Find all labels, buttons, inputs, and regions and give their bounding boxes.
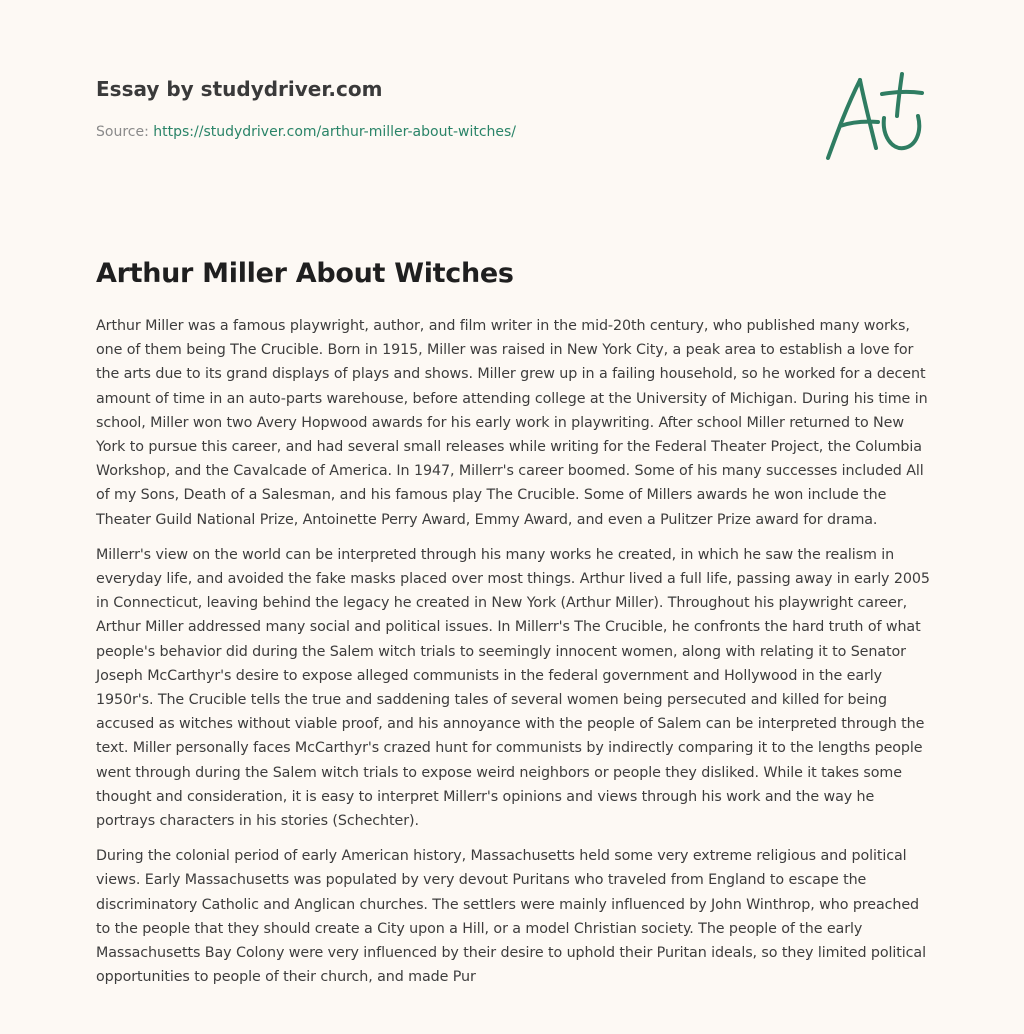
essay-title: Arthur Miller About Witches [96,258,514,289]
page-header [96,74,696,142]
source-line [96,122,696,142]
essay-paragraph: Arthur Miller was a famous playwright, author, and film writer in the mid-20th century, who published many works, one of them being The Crucible. Born in 1915, Miller was raised in New York City, a peak area to establish a love for the arts due to its grand displays of plays and shows. Miller grew up in a failing household, so he worked for a decent amount of time in an auto-parts warehouse, before attending college at the University of Michigan. During his time in school, Miller won two Avery Hopwood awards for his early work in playwriting. After school Miller returned to New York to pursue this career, and had several small releases while writing for the Federal Theater Project, the Columbia Workshop, and the Cavalcade of America. In 1947, Millerr's career boomed. Some of his many successes included All of my Sons, Death of a Salesman, and his famous play The Crucible. Some of Millers awards he won include the Theater Guild National Prize, Antoinette Perry Award, Emmy Award, and even a Pulitzer Prize award for drama. [96,318,928,528]
essay-body [96,314,932,1000]
a-plus-logo-icon [818,66,930,166]
source-link[interactable]: https://studydriver.com/arthur-miller-about-witches/ [153,124,517,140]
essay-paragraph: During the colonial period of early American history, Massachusetts held some very extreme religious and political views. Early Massachusetts was populated by very devout Puritans who traveled from England to escape the discriminatory Catholic and Anglican churches. The settlers were mainly influenced by John Winthrop, who preached to the people that they should create a City upon a Hill, or a model Christian society. The people of the early Massachusetts Bay Colony were very influenced by their desire to uphold their Puritan ideals, so they limited political opportunities to people of their church, and made Pur [96,848,926,986]
site-title: Essay by studydriver.com [96,77,383,101]
essay-paragraph: Millerr's view on the world can be interpreted through his many works he created, in which he saw the realism in everyday life, and avoided the fake masks placed over most things. Arthur lived a full life, passing away in early 2005 in Connecticut, leaving behind the legacy he created in New York (Arthur Miller). Throughout his playwright career, Arthur Miller addressed many social and political issues. In Millerr's The Crucible, he confronts the hard truth of what people's behavior did during the Salem witch trials to seemingly innocent women, along with relating it to Senator Joseph McCarthyr's desire to expose alleged communists in the federal government and Hollywood in the early 1950r's. The Crucible tells the true and saddening tales of several women being persecuted and killed for being accused as witches without viable proof, and his annoyance with the people of Salem can be interpreted through the text. Miller personally faces McCarthyr's crazed hunt for communists by indirectly comparing it to the lengths people went through during the Salem witch trials to expose weird neighbors or people they disliked. While it takes some thought and consideration, it is easy to interpret Millerr's opinions and views through his work and the way he portrays characters in his stories (Schechter). [96,546,930,830]
source-label: Source: [96,124,154,140]
